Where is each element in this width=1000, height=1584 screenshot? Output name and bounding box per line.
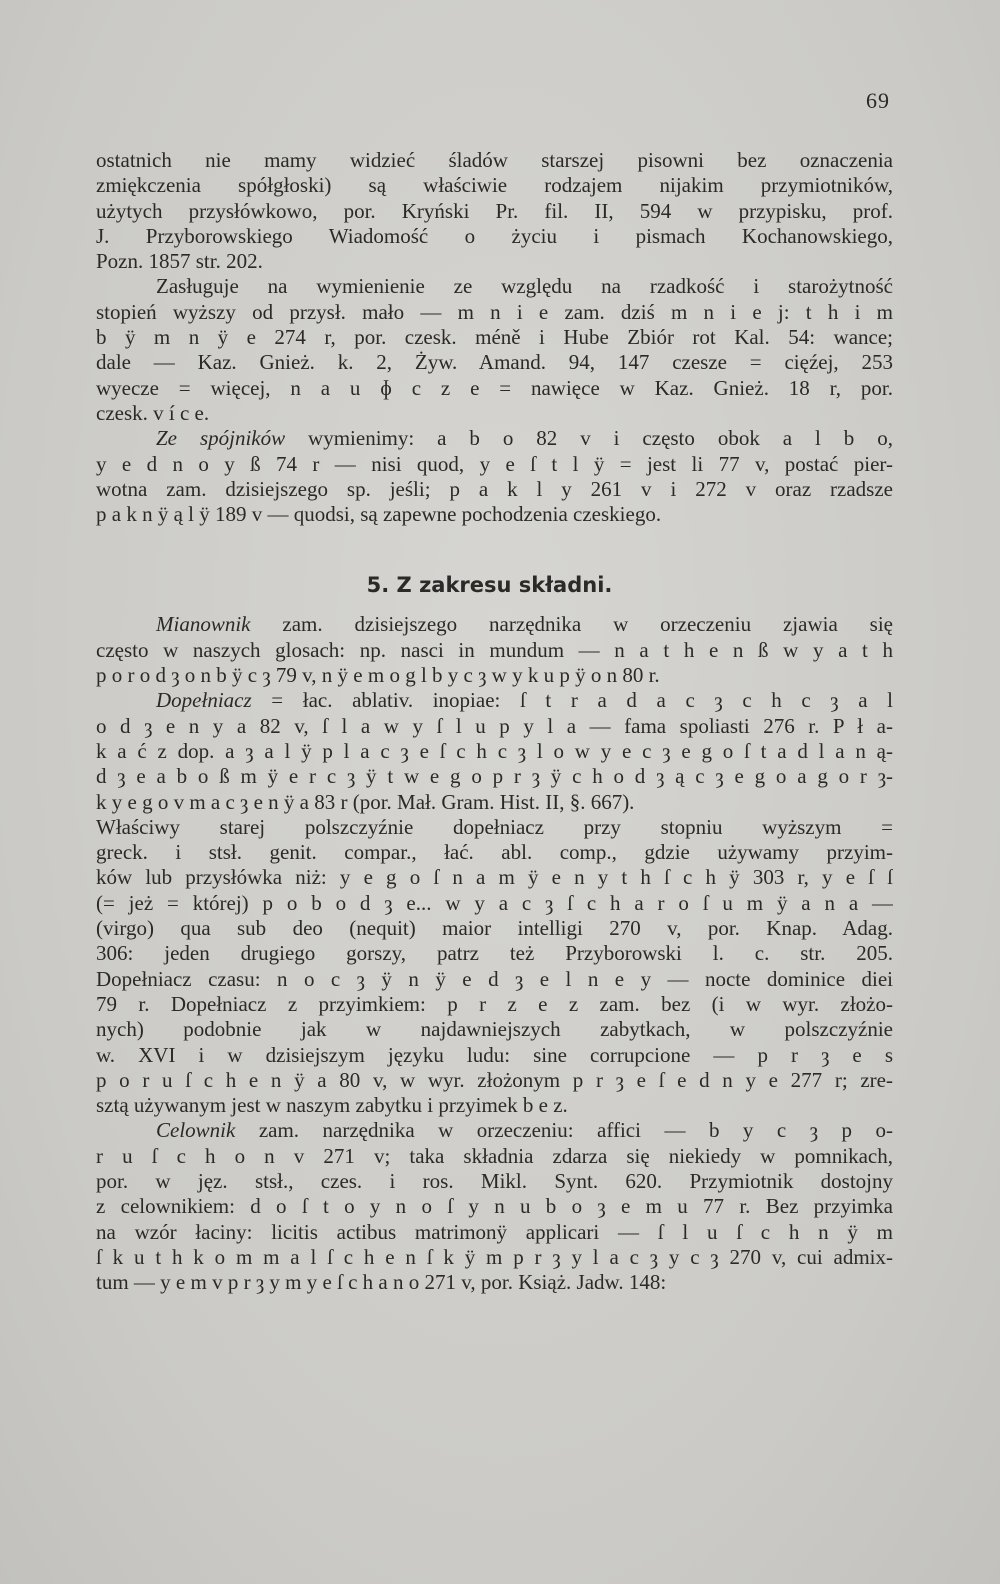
text-line: (virgo) qua sub deo (nequit) maior intelligi 270 v, por. Knap. Adag.	[96, 916, 893, 941]
text-line: b ÿ m n ÿ e 274 r, por. czesk. méně i Hube Zbiór rot Kal. 54: wance;	[96, 325, 893, 350]
text-line: w. XVI i w dzisiejszym języku ludu: sine corrupcione — p r ȝ e s	[96, 1042, 893, 1067]
text-line: z celownikiem: d o ſ t o y n o ſ y n u b o ȝ e m u 77 r. Bez przyimka	[96, 1194, 893, 1219]
text-line: Mianownik zam. dzisiejszego narzędnika w orzeczeniu zjawia się	[156, 612, 893, 637]
text-line: k y e g o v m a c ȝ e n ÿ a 83 r (por. Mał. Gram. Hist. II, §. 667).	[96, 789, 635, 814]
text-line: zmiękczenia spółgłoski) są właściwie rodzajem nijakim przymiotników,	[96, 173, 893, 198]
text-line: greck. i stsł. genit. compar., łać. abl. comp., gdzie używamy przyim-	[96, 840, 893, 865]
italic-term: Mianownik	[156, 612, 251, 637]
text-line: 79 r. Dopełniacz z przyimkiem: p r z e z zam. bez (i w wyr. złożo-	[96, 991, 893, 1016]
text-line: o d ȝ e n y a 82 v, ſ l a w y ſ l u p y l a — fama spoliasti 276 r. P ł a-	[96, 713, 893, 738]
text-line: p o r o d ȝ o n b ÿ c ȝ 79 v, n ÿ e m o g l b y c ȝ w y k u p ÿ o n 80 r.	[96, 663, 660, 688]
text-line: użytych przysłówkowo, por. Kryński Pr. fil. II, 594 w przypisku, prof.	[96, 198, 893, 223]
text-line: Dopełniacz czasu: n o c ȝ ÿ n ÿ e d ȝ e l n e y — nocte dominice diei	[96, 966, 893, 991]
text-line: ſ k u t h k o m m a l ſ c h e n ſ k ÿ m p r ȝ y l a c ȝ y c ȝ 270 v, cui admix-	[96, 1244, 893, 1269]
body-text	[96, 148, 893, 1295]
text-line: J. Przyborowskiego Wiadomość o życiu i pismach Kochanowskiego,	[96, 223, 893, 248]
text-line: często w naszych glosach: np. nasci in mundum — n a t h e n ß w y a t h	[96, 637, 893, 662]
text-line: por. w jęz. stsł., czes. i ros. Mikl. Synt. 620. Przymiotnik dostojny	[96, 1168, 893, 1193]
text-line: nych) podobnie jak w najdawniejszych zabytkach, w polszczyźnie	[96, 1017, 893, 1042]
italic-term: Ze spójników	[156, 426, 286, 451]
text-line: Zasługuje na wymienienie ze względu na rzadkość i starożytność	[156, 274, 893, 299]
text-line: Pozn. 1857 str. 202.	[96, 249, 263, 274]
text-line: d ȝ e a b o ß m ÿ e r c ȝ ÿ t w e g o p r ȝ ÿ c h o d ȝ ą c ȝ e g o a g o r ȝ-	[96, 764, 893, 789]
text-line: Ze spójników wymienimy: a b o 82 v i często obok a l b o,	[156, 426, 893, 451]
text-line: ostatnich nie mamy widzieć śladów starszej pisowni bez oznaczenia	[96, 148, 893, 172]
section-heading: 5. Z zakresu składni.	[366, 573, 613, 598]
page-number: 69	[866, 88, 890, 113]
text-line: sztą używanym jest w naszym zabytku i przyimek b e z.	[96, 1093, 568, 1118]
text-line: 306: jeden drugiego gorszy, patrz też Przyborowski l. c. str. 205.	[96, 941, 893, 966]
text-line: czesk. v í c e.	[96, 400, 210, 425]
text-line: na wzór łaciny: licitis actibus matrimonÿ applicari — ſ l u ſ c h n ÿ m	[96, 1219, 893, 1244]
italic-term: Dopełniacz	[156, 688, 252, 713]
text-line: Właściwy starej polszczyźnie dopełniacz przy stopniu wyższym =	[96, 814, 893, 839]
text-line: dale — Kaz. Gnież. k. 2, Żyw. Amand. 94, 147 czesze = cięźej, 253	[96, 350, 893, 375]
text-line: p a k n ÿ ą l ÿ 189 v — quodsi, są zapewne pochodzenia czeskiego.	[96, 502, 662, 527]
text-line: p o r u ſ c h e n ÿ a 80 v, w wyr. złożonym p r ȝ e ſ e d n y e 277 r; zre-	[96, 1067, 893, 1092]
italic-term: Celownik	[156, 1118, 236, 1143]
section-morphology-text	[96, 148, 893, 527]
text-line: y e d n o y ß 74 r — nisi quod, y e ſ t l ÿ = jest li 77 v, postać pier-	[96, 451, 893, 476]
text-line: ków lub przysłówka niż: y e g o ſ n a m ÿ e n y t h ſ c h ÿ 303 r, y e ſ ſ	[96, 865, 893, 890]
text-line: k a ć z dop. a ȝ a l ÿ p l a c ȝ e ſ c h c ȝ l o w y e c ȝ e g o ſ t a d l a n ą-	[96, 738, 893, 763]
text-line: tum — y e m v p r ȝ y m y e ſ c h a n o 271 v, por. Książ. Jadw. 148:	[96, 1270, 667, 1295]
text-line: (= jeż = której) p o b o d ȝ e... w y a c ȝ ſ c h a r o ſ u m ÿ a n a —	[96, 890, 893, 915]
text-line: stopień wyższy od przysł. mało — m n i e zam. dziś m n i e j: t h i m	[96, 299, 893, 324]
text-line: Dopełniacz = łac. ablativ. inopiae: ſ t r a d a c ȝ c h c ȝ a l	[156, 688, 893, 713]
text-line: wyecze = więcej, n a u ɸ c z e = nawięce w Kaz. Gnież. 18 r, por.	[96, 375, 893, 400]
text-line: r u ſ c h o n v 271 v; taka składnia zdarza się niekiedy w pomnikach,	[96, 1143, 893, 1168]
text-line: wotna zam. dzisiejszego sp. jeśli; p a k l y 261 v i 272 v oraz rzadsze	[96, 476, 893, 501]
text-line: Celownik zam. narzędnika w orzeczeniu: affici — b y c ȝ p o-	[156, 1118, 893, 1143]
section-syntax-text	[96, 612, 893, 1295]
